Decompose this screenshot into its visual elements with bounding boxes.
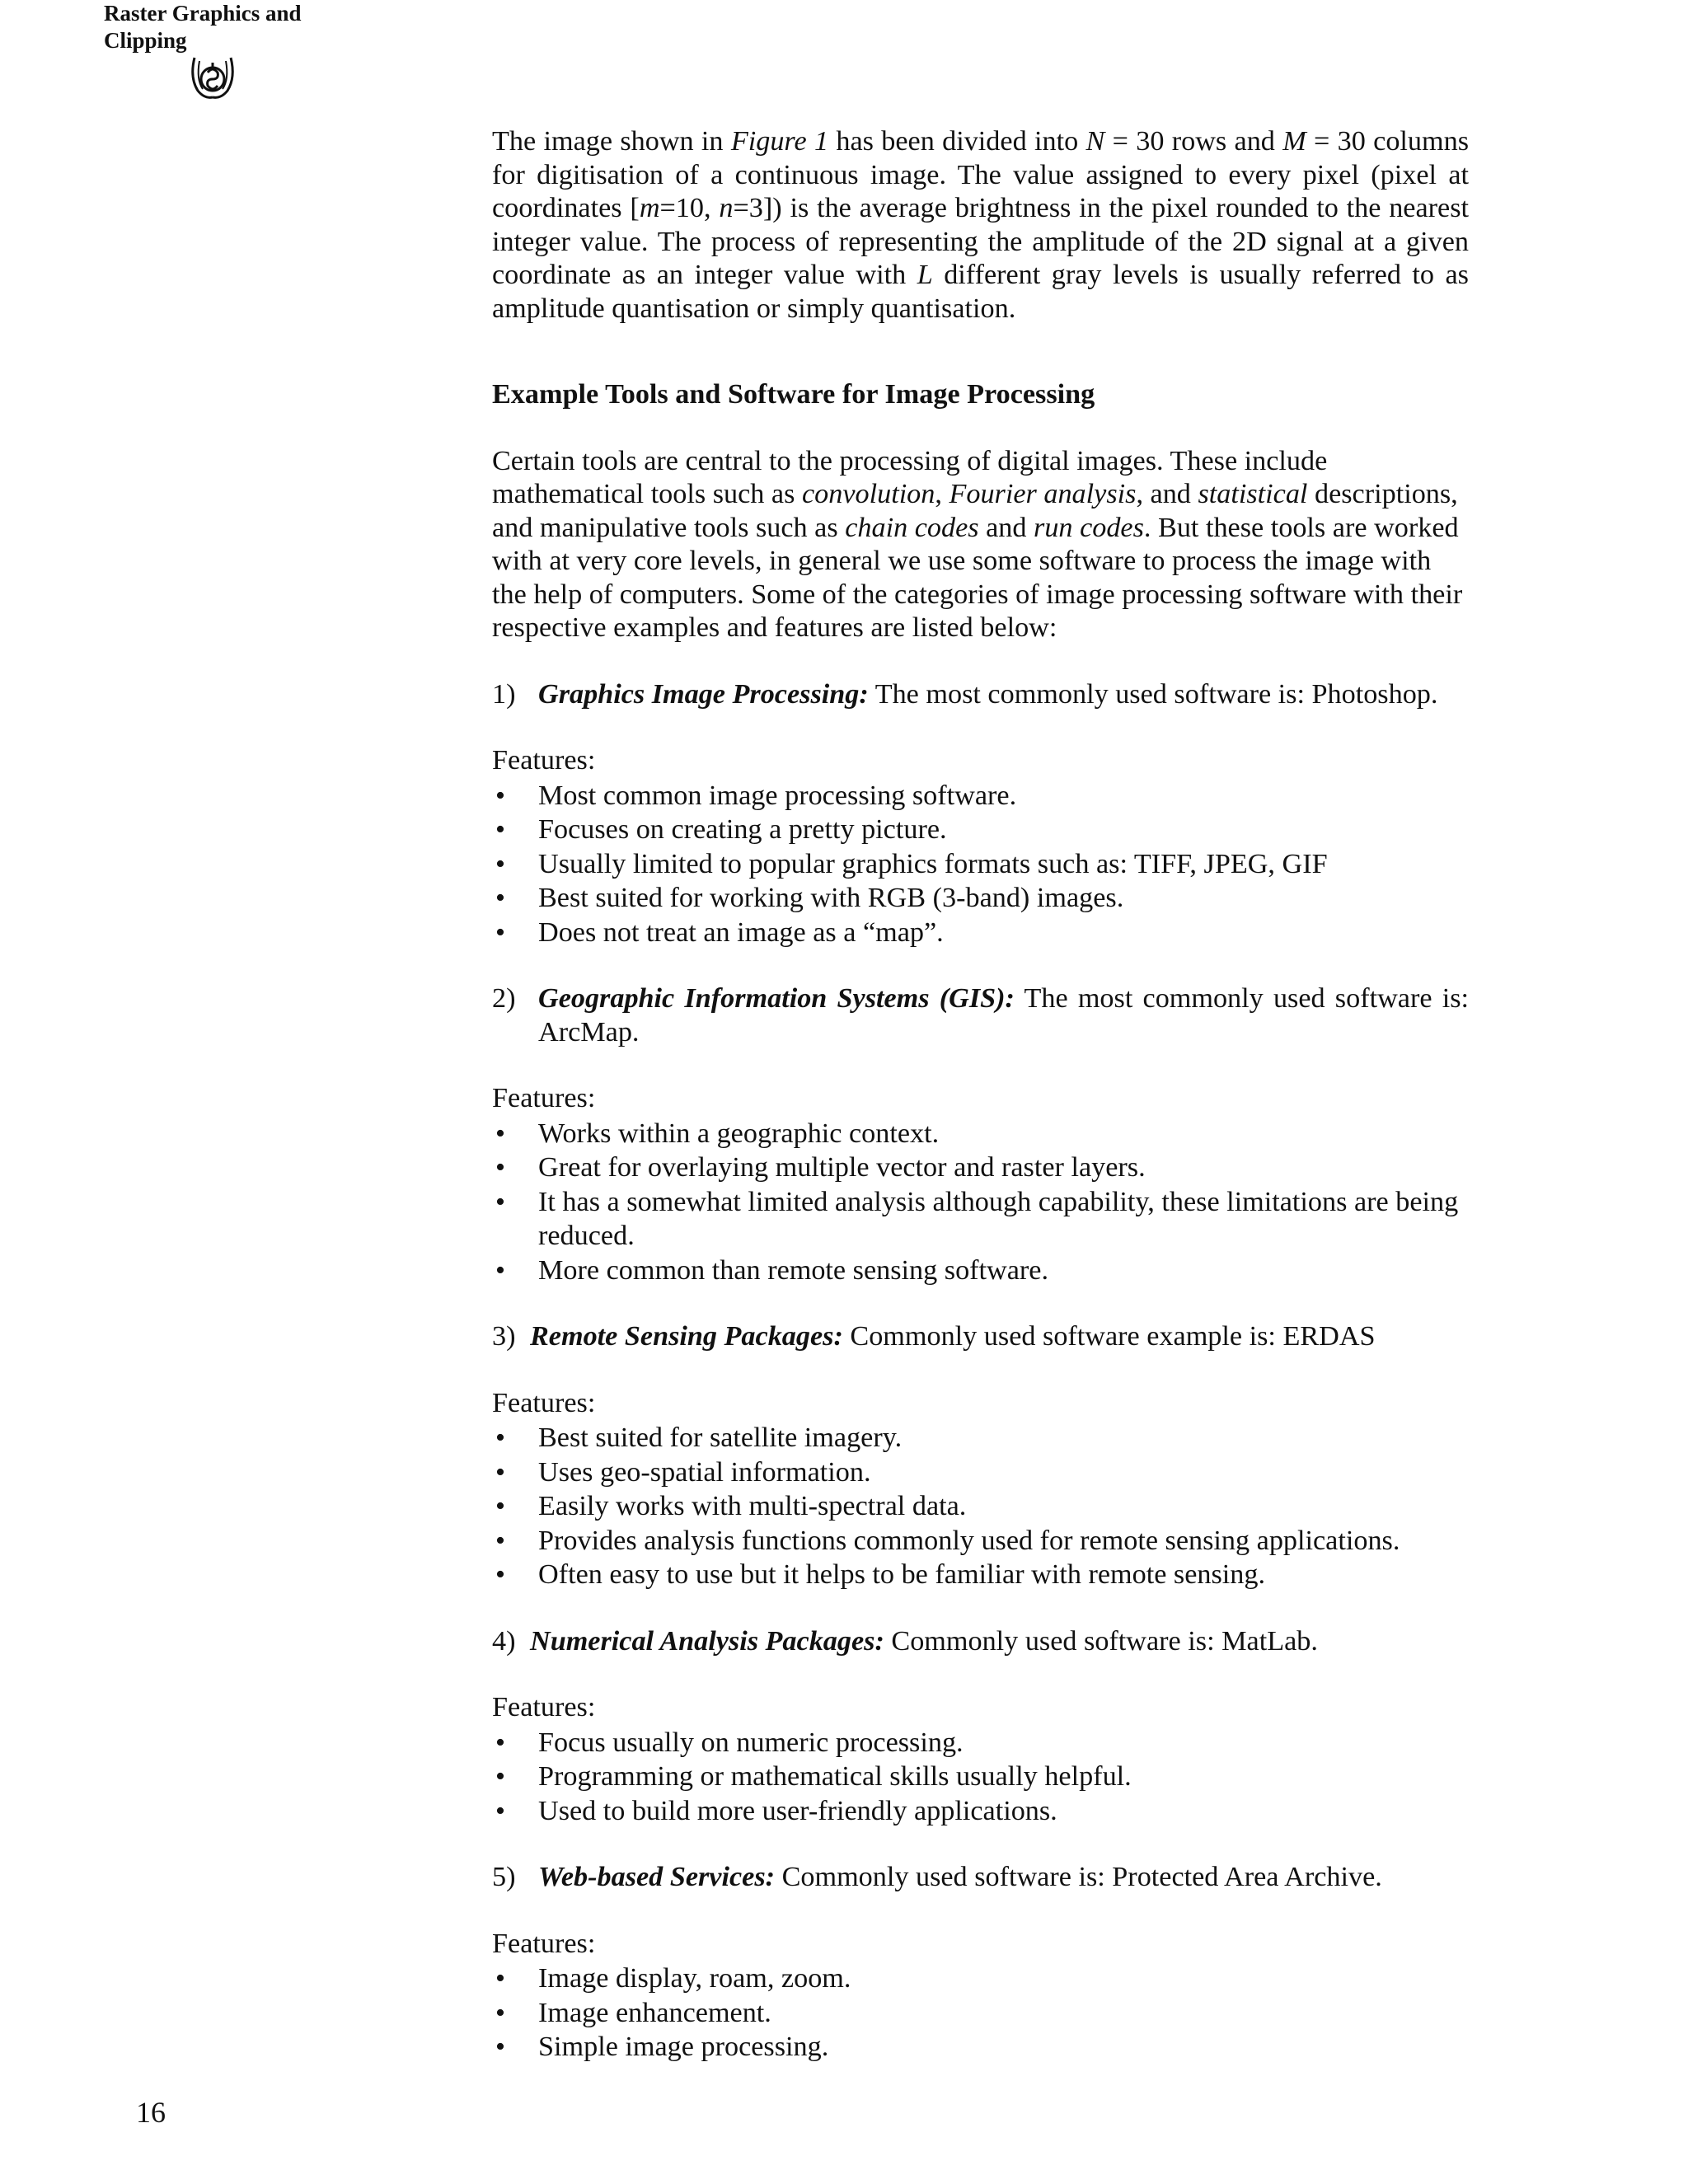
header-line-1: Raster Graphics and [104, 1, 302, 26]
features-list [492, 1421, 1469, 1592]
variable-L: L [917, 260, 933, 290]
category-4 [492, 1625, 1469, 1659]
feature-item: • Works within a geographic context. [492, 1117, 1469, 1151]
category-description [538, 678, 1469, 712]
term-chain-codes: chain codes [845, 512, 979, 543]
text-run: =10, [659, 193, 720, 223]
running-header [104, 0, 351, 54]
features-list [492, 1961, 1469, 2064]
category-number: 2) [492, 983, 516, 1014]
text-run: descriptions, and manipulative tools such as [492, 479, 1458, 543]
category-title: Graphics Image Processing: [538, 678, 869, 710]
feature-item: • Simple image processing. [492, 2030, 1469, 2064]
feature-item: • It has a somewhat limited analysis although capability, these limitations are being reduced. [492, 1185, 1469, 1254]
features-label: Features: [492, 745, 596, 776]
feature-item: • More common than remote sensing software. [492, 1254, 1469, 1288]
features-list [492, 1726, 1469, 1829]
category-text: Commonly used software is: Protected Area Archive. [775, 1862, 1382, 1892]
category-title: Remote Sensing Packages: [530, 1321, 843, 1352]
header-line-2: Clipping [104, 28, 187, 53]
university-emblem-icon [188, 54, 237, 101]
category-text: Commonly used software is: MatLab. [884, 1625, 1318, 1657]
category-description [538, 982, 1469, 1049]
term-run-codes: run codes [1034, 512, 1144, 543]
text-run: and [978, 512, 1034, 543]
feature-item: • Most common image processing software. [492, 779, 1469, 813]
features-list [492, 779, 1469, 950]
feature-item: • Programming or mathematical skills usually helpful. [492, 1760, 1469, 1794]
features-label: Features: [492, 1928, 596, 1959]
term-statistical: statistical [1198, 479, 1308, 509]
category-number: 3) [492, 1321, 516, 1352]
intro-paragraph [492, 125, 1469, 326]
category-title: Web-based Services: [538, 1862, 776, 1892]
category-text: Commonly used software example is: ERDAS [842, 1321, 1376, 1352]
feature-item: • Image display, roam, zoom. [492, 1961, 1469, 1996]
feature-item: • Best suited for satellite imagery. [492, 1421, 1469, 1455]
category-description [538, 1861, 1469, 1895]
category-description [530, 1320, 1469, 1354]
category-1 [492, 678, 1469, 712]
text-run: =3]) is the average brightness in the pixel rounded to the nearest integer value. The process of representing the amplitude of the 2D signal at a given coordinate as an integer value with [492, 193, 1470, 290]
category-title: Numerical Analysis Packages: [530, 1625, 884, 1657]
category-text: The most commonly used software is: Photoshop. [868, 678, 1438, 710]
category-description [530, 1625, 1469, 1659]
variable-N: N [1085, 126, 1105, 157]
variable-M: M [1282, 126, 1306, 157]
category-3 [492, 1320, 1469, 1354]
term-convolution: convolution [801, 479, 935, 509]
text-run: has been divided into [828, 126, 1086, 157]
feature-item: • Focus usually on numeric processing. [492, 1726, 1469, 1760]
page-body [492, 125, 1469, 2097]
category-number: 1) [492, 678, 516, 710]
features-label: Features: [492, 1387, 596, 1418]
text-run: = 30 rows and [1104, 126, 1283, 157]
section-heading: Example Tools and Software for Image Processing [492, 379, 1095, 410]
category-number: 4) [492, 1625, 516, 1657]
feature-item: • Great for overlaying multiple vector and raster layers. [492, 1151, 1469, 1185]
category-2 [492, 982, 1469, 1049]
feature-item: • Image enhancement. [492, 1996, 1469, 2031]
text-run: , and [1136, 479, 1198, 509]
variable-m: m [639, 193, 660, 223]
figure-reference: Figure 1 [730, 126, 829, 157]
feature-item: • Easily works with multi-spectral data. [492, 1489, 1469, 1524]
features-list [492, 1117, 1469, 1288]
text-run: The image shown in [492, 126, 731, 157]
feature-item: • Provides analysis functions commonly used for remote sensing applications. [492, 1524, 1469, 1558]
category-number: 5) [492, 1862, 516, 1892]
software-categories [492, 678, 1469, 2064]
feature-item: • Best suited for working with RGB (3-band) images. [492, 881, 1469, 916]
text-run: Certain tools are central to the processing of digital images. These include mathematical tools such as [492, 445, 1328, 509]
feature-item: • Focuses on creating a pretty picture. [492, 813, 1469, 847]
page-number: 16 [136, 2096, 166, 2129]
feature-item: • Uses geo-spatial information. [492, 1455, 1469, 1490]
category-5 [492, 1861, 1469, 1895]
feature-item: • Does not treat an image as a “map”. [492, 916, 1469, 950]
features-label: Features: [492, 1083, 596, 1113]
feature-item: • Often easy to use but it helps to be familiar with remote sensing. [492, 1558, 1469, 1592]
feature-item: • Used to build more user-friendly applications. [492, 1794, 1469, 1829]
category-text: The most commonly used software is: ArcMap. [538, 983, 1469, 1047]
text-run: , [935, 479, 950, 509]
text-run: = 30 columns for digitisation of a continuous image. The value assigned to every pixel (pixel at coordinates [ [492, 126, 1470, 223]
tools-paragraph [492, 445, 1469, 645]
variable-n: n [719, 193, 734, 223]
term-fourier-analysis: Fourier analysis [949, 479, 1137, 509]
features-label: Features: [492, 1692, 596, 1722]
text-run: . But these tools are worked with at very core levels, in general we use some software to process the image with the help of computers. Some of the categories of image processing software with their respective examples and features are listed below: [492, 512, 1463, 643]
category-title: Geographic Information Systems (GIS): [538, 983, 1015, 1014]
text-run: different gray levels is usually referred to as amplitude quantisation or simply quantisation. [492, 260, 1469, 324]
feature-item: • Usually limited to popular graphics formats such as: TIFF, JPEG, GIF [492, 847, 1469, 882]
